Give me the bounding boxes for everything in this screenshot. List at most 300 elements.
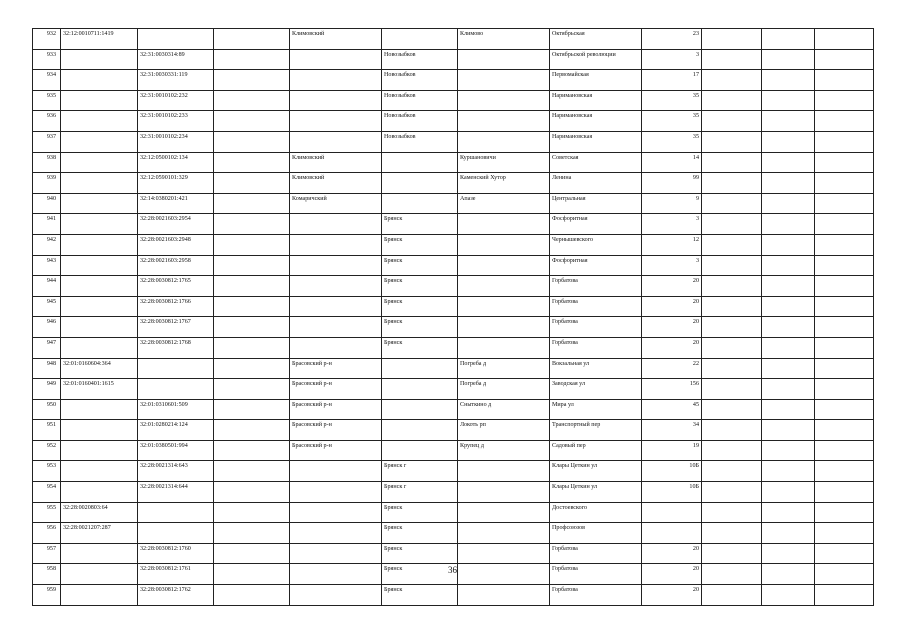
city-cell: Новозыбков: [382, 49, 458, 70]
street-cell: Первомайская: [550, 70, 642, 91]
row-number-cell: 957: [33, 543, 61, 564]
street-cell: Горбатова: [550, 317, 642, 338]
settlement-cell: Климово: [458, 29, 550, 50]
settlement-cell: [458, 131, 550, 152]
row-number-cell: 958: [33, 564, 61, 585]
cadastral-number-b-cell: [138, 523, 214, 544]
district-cell: [290, 523, 382, 544]
settlement-cell: Куршановичи: [458, 152, 550, 173]
street-cell: Горбатова: [550, 543, 642, 564]
city-cell: Брянск: [382, 234, 458, 255]
house-number-cell: 17: [642, 70, 702, 91]
cadastral-number-b-cell: 32:01:0380501:994: [138, 440, 214, 461]
table-row: [33, 214, 874, 235]
settlement-cell: Погреба д: [458, 358, 550, 379]
extra-c-cell: [815, 234, 874, 255]
extra-b-cell: [762, 543, 815, 564]
extra-c-cell: [815, 585, 874, 606]
extra-b-cell: [762, 317, 815, 338]
extra-b-cell: [762, 152, 815, 173]
row-number-cell: 951: [33, 420, 61, 441]
house-number-cell: 3: [642, 255, 702, 276]
row-number-cell: 941: [33, 214, 61, 235]
city-cell: [382, 440, 458, 461]
cadastral-number-a-cell: [61, 49, 138, 70]
street-cell: Наримановская: [550, 90, 642, 111]
table-row: [33, 49, 874, 70]
cadastral-number-a-cell: [61, 440, 138, 461]
district-cell: [290, 255, 382, 276]
table-row: [33, 440, 874, 461]
table-row: [33, 70, 874, 91]
extra-a-cell: [702, 440, 762, 461]
cadastral-number-b-cell: 32:28:0030812:1765: [138, 276, 214, 297]
cadastral-number-a-cell: [61, 214, 138, 235]
extra-c-cell: [815, 523, 874, 544]
settlement-cell: [458, 337, 550, 358]
street-cell: Наримановская: [550, 111, 642, 132]
cadastral-number-b-cell: 32:31:0010102:234: [138, 131, 214, 152]
table-row: [33, 523, 874, 544]
extra-a-cell: [702, 337, 762, 358]
cadastral-number-b-cell: 32:01:0280214:124: [138, 420, 214, 441]
extra-b-cell: [762, 70, 815, 91]
table-row: [33, 131, 874, 152]
row-number-cell: 954: [33, 482, 61, 503]
row-number-cell: 937: [33, 131, 61, 152]
street-cell: Советская: [550, 152, 642, 173]
row-number-cell: 933: [33, 49, 61, 70]
extra-a-cell: [702, 276, 762, 297]
city-cell: [382, 379, 458, 400]
cadastral-number-b-cell: 32:28:0021603:2948: [138, 234, 214, 255]
cadastral-number-b-cell: 32:28:0030812:1768: [138, 337, 214, 358]
extra-b-cell: [762, 49, 815, 70]
extra-b-cell: [762, 90, 815, 111]
street-cell: Чернышевского: [550, 234, 642, 255]
city-cell: Брянск: [382, 296, 458, 317]
extra-c-cell: [815, 193, 874, 214]
extra-cell: [214, 502, 290, 523]
table-row: [33, 317, 874, 338]
district-cell: Климовский: [290, 29, 382, 50]
cadastral-number-a-cell: [61, 152, 138, 173]
table-row: [33, 420, 874, 441]
table-body: [33, 29, 874, 606]
cadastral-number-a-cell: [61, 317, 138, 338]
settlement-cell: [458, 543, 550, 564]
row-number-cell: 944: [33, 276, 61, 297]
extra-c-cell: [815, 440, 874, 461]
extra-a-cell: [702, 214, 762, 235]
city-cell: [382, 399, 458, 420]
district-cell: [290, 276, 382, 297]
extra-c-cell: [815, 399, 874, 420]
street-cell: Вокзальная ул: [550, 358, 642, 379]
cadastral-number-b-cell: [138, 379, 214, 400]
street-cell: Мира ул: [550, 399, 642, 420]
extra-b-cell: [762, 440, 815, 461]
cadastral-number-b-cell: 32:14:0380201:421: [138, 193, 214, 214]
district-cell: [290, 90, 382, 111]
city-cell: [382, 358, 458, 379]
row-number-cell: 959: [33, 585, 61, 606]
settlement-cell: [458, 70, 550, 91]
district-cell: Брасовский р-н: [290, 420, 382, 441]
city-cell: Брянск: [382, 337, 458, 358]
row-number-cell: 948: [33, 358, 61, 379]
table-row: [33, 461, 874, 482]
cadastral-number-a-cell: [61, 296, 138, 317]
cadastral-number-a-cell: 32:01:0160604:364: [61, 358, 138, 379]
cadastral-number-b-cell: [138, 29, 214, 50]
street-cell: Октябрьской революции: [550, 49, 642, 70]
extra-cell: [214, 358, 290, 379]
district-cell: Брасовский р-н: [290, 440, 382, 461]
extra-a-cell: [702, 49, 762, 70]
district-cell: [290, 543, 382, 564]
settlement-cell: Локоть рп: [458, 420, 550, 441]
house-number-cell: 34: [642, 420, 702, 441]
city-cell: Брянск: [382, 543, 458, 564]
settlement-cell: Погреба д: [458, 379, 550, 400]
extra-c-cell: [815, 214, 874, 235]
extra-a-cell: [702, 296, 762, 317]
extra-a-cell: [702, 461, 762, 482]
city-cell: Брянск: [382, 276, 458, 297]
house-number-cell: 22: [642, 358, 702, 379]
settlement-cell: Сныткино д: [458, 399, 550, 420]
street-cell: Клары Цеткин ул: [550, 461, 642, 482]
house-number-cell: 20: [642, 564, 702, 585]
street-cell: Наримановская: [550, 131, 642, 152]
cadastral-number-b-cell: 32:31:0010102:233: [138, 111, 214, 132]
extra-cell: [214, 585, 290, 606]
cadastral-number-a-cell: [61, 482, 138, 503]
city-cell: Брянск: [382, 585, 458, 606]
house-number-cell: 3: [642, 214, 702, 235]
street-cell: Ленина: [550, 173, 642, 194]
extra-a-cell: [702, 90, 762, 111]
city-cell: [382, 173, 458, 194]
street-cell: Октябрьская: [550, 29, 642, 50]
settlement-cell: [458, 90, 550, 111]
extra-c-cell: [815, 420, 874, 441]
city-cell: [382, 29, 458, 50]
cadastral-number-a-cell: 32:28:0020803:64: [61, 502, 138, 523]
extra-c-cell: [815, 49, 874, 70]
cadastral-number-b-cell: 32:12:0500102:134: [138, 152, 214, 173]
row-number-cell: 932: [33, 29, 61, 50]
house-number-cell: 10Б: [642, 461, 702, 482]
extra-b-cell: [762, 461, 815, 482]
cadastral-number-b-cell: 32:28:0030812:1761: [138, 564, 214, 585]
extra-a-cell: [702, 234, 762, 255]
district-cell: [290, 317, 382, 338]
extra-a-cell: [702, 585, 762, 606]
city-cell: Брянск: [382, 317, 458, 338]
extra-cell: [214, 49, 290, 70]
extra-a-cell: [702, 523, 762, 544]
street-cell: Фосфоритная: [550, 255, 642, 276]
cadastral-number-a-cell: [61, 70, 138, 91]
house-number-cell: 19: [642, 440, 702, 461]
settlement-cell: Каменский Хутор: [458, 173, 550, 194]
extra-c-cell: [815, 152, 874, 173]
cadastral-number-b-cell: 32:28:0030812:1766: [138, 296, 214, 317]
table-row: [33, 585, 874, 606]
settlement-cell: [458, 296, 550, 317]
extra-c-cell: [815, 131, 874, 152]
extra-cell: [214, 523, 290, 544]
house-number-cell: 35: [642, 111, 702, 132]
table-row: [33, 193, 874, 214]
settlement-cell: [458, 255, 550, 276]
extra-c-cell: [815, 317, 874, 338]
house-number-cell: 20: [642, 337, 702, 358]
extra-a-cell: [702, 543, 762, 564]
house-number-cell: 156: [642, 379, 702, 400]
extra-b-cell: [762, 399, 815, 420]
extra-b-cell: [762, 214, 815, 235]
district-cell: [290, 482, 382, 503]
row-number-cell: 942: [33, 234, 61, 255]
house-number-cell: 20: [642, 543, 702, 564]
extra-a-cell: [702, 29, 762, 50]
city-cell: [382, 152, 458, 173]
row-number-cell: 935: [33, 90, 61, 111]
extra-cell: [214, 111, 290, 132]
extra-c-cell: [815, 90, 874, 111]
extra-c-cell: [815, 276, 874, 297]
street-cell: Горбатова: [550, 337, 642, 358]
district-cell: Брасовский р-н: [290, 379, 382, 400]
district-cell: Брасовский р-н: [290, 358, 382, 379]
cadastral-number-b-cell: 32:12:0590101:329: [138, 173, 214, 194]
extra-cell: [214, 276, 290, 297]
extra-cell: [214, 399, 290, 420]
table-row: [33, 111, 874, 132]
district-cell: [290, 70, 382, 91]
row-number-cell: 940: [33, 193, 61, 214]
house-number-cell: 9: [642, 193, 702, 214]
cadastral-number-b-cell: 32:28:0030812:1760: [138, 543, 214, 564]
extra-b-cell: [762, 523, 815, 544]
cadastral-number-b-cell: 32:28:0021603:2958: [138, 255, 214, 276]
district-cell: [290, 502, 382, 523]
house-number-cell: 35: [642, 90, 702, 111]
extra-b-cell: [762, 29, 815, 50]
house-number-cell: 20: [642, 276, 702, 297]
settlement-cell: [458, 585, 550, 606]
extra-a-cell: [702, 399, 762, 420]
cadastral-number-a-cell: [61, 461, 138, 482]
district-cell: [290, 461, 382, 482]
extra-cell: [214, 317, 290, 338]
district-cell: [290, 131, 382, 152]
extra-c-cell: [815, 358, 874, 379]
table-row: [33, 173, 874, 194]
cadastral-number-a-cell: 32:28:0021207:287: [61, 523, 138, 544]
settlement-cell: [458, 523, 550, 544]
cadastral-number-a-cell: [61, 131, 138, 152]
city-cell: Брянск: [382, 502, 458, 523]
cadastral-number-b-cell: 32:31:0010102:232: [138, 90, 214, 111]
district-cell: [290, 585, 382, 606]
house-number-cell: [642, 502, 702, 523]
extra-a-cell: [702, 502, 762, 523]
extra-cell: [214, 440, 290, 461]
row-number-cell: 934: [33, 70, 61, 91]
settlement-cell: [458, 317, 550, 338]
district-cell: [290, 234, 382, 255]
extra-cell: [214, 234, 290, 255]
extra-b-cell: [762, 502, 815, 523]
table-row: [33, 379, 874, 400]
extra-c-cell: [815, 379, 874, 400]
cadastral-number-a-cell: [61, 173, 138, 194]
settlement-cell: [458, 214, 550, 235]
cadastral-number-a-cell: [61, 111, 138, 132]
extra-a-cell: [702, 152, 762, 173]
city-cell: Брянск: [382, 255, 458, 276]
city-cell: Новозыбков: [382, 70, 458, 91]
extra-b-cell: [762, 482, 815, 503]
cadastral-number-b-cell: [138, 358, 214, 379]
street-cell: Достоевского: [550, 502, 642, 523]
cadastral-number-a-cell: [61, 543, 138, 564]
extra-a-cell: [702, 111, 762, 132]
house-number-cell: 99: [642, 173, 702, 194]
cadastral-number-b-cell: 32:28:0030812:1762: [138, 585, 214, 606]
property-registry-table: [32, 28, 874, 606]
extra-cell: [214, 214, 290, 235]
extra-c-cell: [815, 70, 874, 91]
row-number-cell: 946: [33, 317, 61, 338]
extra-cell: [214, 255, 290, 276]
district-cell: [290, 337, 382, 358]
street-cell: Центральная: [550, 193, 642, 214]
extra-cell: [214, 152, 290, 173]
cadastral-number-a-cell: [61, 337, 138, 358]
table-row: [33, 502, 874, 523]
cadastral-number-b-cell: 32:28:0021603:2954: [138, 214, 214, 235]
row-number-cell: 956: [33, 523, 61, 544]
cadastral-number-b-cell: 32:28:0030812:1767: [138, 317, 214, 338]
extra-cell: [214, 70, 290, 91]
extra-a-cell: [702, 420, 762, 441]
row-number-cell: 952: [33, 440, 61, 461]
row-number-cell: 938: [33, 152, 61, 173]
extra-cell: [214, 90, 290, 111]
street-cell: Профсоюзов: [550, 523, 642, 544]
city-cell: Брянск: [382, 214, 458, 235]
extra-cell: [214, 296, 290, 317]
extra-a-cell: [702, 482, 762, 503]
settlement-cell: [458, 49, 550, 70]
row-number-cell: 945: [33, 296, 61, 317]
city-cell: Брянск: [382, 564, 458, 585]
street-cell: Фосфоритная: [550, 214, 642, 235]
district-cell: [290, 214, 382, 235]
table-row: [33, 255, 874, 276]
extra-b-cell: [762, 255, 815, 276]
cadastral-number-a-cell: [61, 276, 138, 297]
house-number-cell: 10Б: [642, 482, 702, 503]
cadastral-number-b-cell: [138, 502, 214, 523]
extra-c-cell: [815, 111, 874, 132]
district-cell: Брасовский р-н: [290, 399, 382, 420]
extra-b-cell: [762, 585, 815, 606]
table-row: [33, 29, 874, 50]
row-number-cell: 950: [33, 399, 61, 420]
city-cell: Брянск: [382, 523, 458, 544]
cadastral-number-a-cell: 32:01:0160401:1615: [61, 379, 138, 400]
street-cell: Заводская ул: [550, 379, 642, 400]
house-number-cell: 12: [642, 234, 702, 255]
table-row: [33, 543, 874, 564]
table-row: [33, 399, 874, 420]
street-cell: Клары Цеткин ул: [550, 482, 642, 503]
house-number-cell: 3: [642, 49, 702, 70]
row-number-cell: 955: [33, 502, 61, 523]
extra-c-cell: [815, 337, 874, 358]
extra-b-cell: [762, 379, 815, 400]
cadastral-number-a-cell: [61, 234, 138, 255]
city-cell: [382, 193, 458, 214]
extra-cell: [214, 29, 290, 50]
cadastral-number-b-cell: 32:31:0030314:89: [138, 49, 214, 70]
extra-cell: [214, 543, 290, 564]
district-cell: Климовский: [290, 152, 382, 173]
extra-a-cell: [702, 173, 762, 194]
extra-cell: [214, 131, 290, 152]
street-cell: Горбатова: [550, 585, 642, 606]
extra-b-cell: [762, 276, 815, 297]
extra-a-cell: [702, 379, 762, 400]
extra-b-cell: [762, 420, 815, 441]
district-cell: [290, 111, 382, 132]
house-number-cell: 20: [642, 585, 702, 606]
extra-cell: [214, 461, 290, 482]
house-number-cell: [642, 523, 702, 544]
cadastral-number-a-cell: [61, 399, 138, 420]
house-number-cell: 45: [642, 399, 702, 420]
street-cell: Горбатова: [550, 564, 642, 585]
extra-a-cell: [702, 193, 762, 214]
extra-cell: [214, 337, 290, 358]
extra-c-cell: [815, 543, 874, 564]
extra-cell: [214, 379, 290, 400]
cadastral-number-a-cell: 32:12:0010711:1419: [61, 29, 138, 50]
row-number-cell: 943: [33, 255, 61, 276]
settlement-cell: [458, 482, 550, 503]
extra-c-cell: [815, 173, 874, 194]
extra-c-cell: [815, 461, 874, 482]
extra-c-cell: [815, 296, 874, 317]
house-number-cell: 20: [642, 296, 702, 317]
cadastral-number-a-cell: [61, 255, 138, 276]
cadastral-number-b-cell: 32:31:0030331:119: [138, 70, 214, 91]
table-row: [33, 358, 874, 379]
extra-c-cell: [815, 502, 874, 523]
extra-a-cell: [702, 317, 762, 338]
street-cell: Садовый пер: [550, 440, 642, 461]
row-number-cell: 939: [33, 173, 61, 194]
table-row: [33, 276, 874, 297]
settlement-cell: [458, 234, 550, 255]
row-number-cell: 947: [33, 337, 61, 358]
